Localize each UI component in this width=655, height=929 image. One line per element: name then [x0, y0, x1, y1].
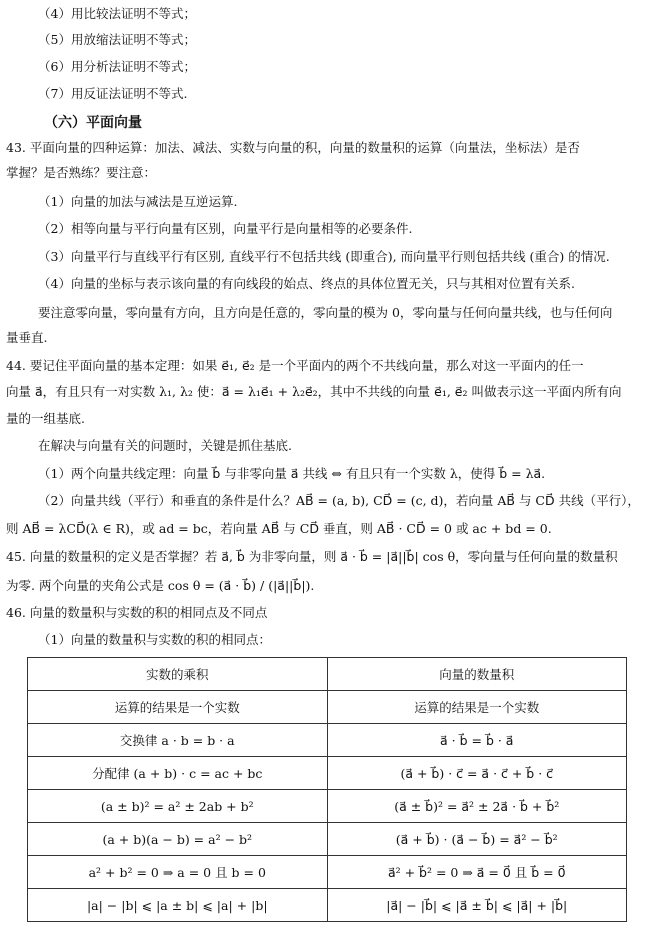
table-header-cell: 实数的乘积	[28, 658, 328, 691]
comparison-table	[27, 657, 627, 922]
p44-item2: （2）向量共线（平行）和垂直的条件是什么？AB⃗ = (a, b), CD⃗ = (c, d)，若向量 AB⃗ 与 CD⃗ 共线（平行），	[38, 493, 640, 508]
p45-line2: 为零. 两个向量的夹角公式是 cos θ = (a⃗ · b⃗) / (|a⃗||b⃗|).	[6, 578, 315, 593]
list-item-7: （7）用反证法证明不等式.	[38, 86, 188, 101]
p44-line2: 向量 a⃗，有且只有一对实数 λ₁, λ₂ 使：a⃗ = λ₁e⃗₁ + λ₂e⃗₂，其中不共线的向量 e⃗₁, e⃗₂ 叫做表示这一平面内所有向	[6, 384, 622, 399]
p46-line1: 46. 向量的数量积与实数的积的相同点及不同点	[6, 605, 268, 620]
list-item-5: （5）用放缩法证明不等式；	[38, 32, 196, 47]
table-header-cell: 向量的数量积	[327, 658, 627, 691]
p43-note2: 量垂直.	[6, 330, 48, 345]
table-cell: |a| − |b| ⩽ |a ± b| ⩽ |a| + |b|	[28, 889, 328, 922]
table-cell: a² + b² = 0 ⇒ a = 0 且 b = 0	[28, 856, 328, 889]
p44-line1: 44. 要记住平面向量的基本定理：如果 e⃗₁, e⃗₂ 是一个平面内的两个不共线向量，那么对这一平面内的任一	[6, 358, 584, 373]
table-cell: (a + b)(a − b) = a² − b²	[28, 823, 328, 856]
p43-note1: 要注意零向量，零向量有方向，且方向是任意的，零向量的模为 0，零向量与任何向量共线，也与任何向	[38, 305, 613, 320]
table-cell: 运算的结果是一个实数	[327, 691, 627, 724]
table-row	[28, 790, 627, 823]
table-cell: (a⃗ + b⃗) · c⃗ = a⃗ · c⃗ + b⃗ · c⃗	[327, 757, 627, 790]
table-row	[28, 757, 627, 790]
p44-item1: （1）两个向量共线定理：向量 b⃗ 与非零向量 a⃗ 共线 ⇔ 有且只有一个实数 λ，使得 b⃗ = λa⃗.	[38, 466, 546, 481]
table-cell: 交换律 a · b = b · a	[28, 724, 328, 757]
p46-line2: （1）向量的数量积与实数的积的相同点：	[38, 632, 271, 647]
table-cell: 分配律 (a + b) · c = ac + bc	[28, 757, 328, 790]
p44-item2b: 则 AB⃗ = λCD⃗(λ ∈ R)，或 ad = bc，若向量 AB⃗ 与 CD⃗ 垂直，则 AB⃗ · CD⃗ = 0 或 ac + bd = 0.	[6, 521, 552, 536]
table-cell: a⃗ · b⃗ = b⃗ · a⃗	[327, 724, 627, 757]
p45-line1: 45. 向量的数量积的定义是否掌握？若 a⃗, b⃗ 为非零向量，则 a⃗ · b⃗ = |a⃗||b⃗| cos θ，零向量与任何向量的数量积	[6, 549, 618, 564]
list-item-4: （4）用比较法证明不等式；	[38, 6, 196, 21]
table-row	[28, 823, 627, 856]
p43-item1: （1）向量的加法与减法是互逆运算.	[38, 194, 238, 209]
p43-line1: 43. 平面向量的四种运算：加法、减法、实数与向量的积，向量的数量积的运算（向量法，坐标法）是否	[6, 140, 580, 155]
table-row	[28, 691, 627, 724]
list-item-6: （6）用分析法证明不等式；	[38, 59, 196, 74]
p44-line4: 在解决与向量有关的问题时，关键是抓住基底.	[38, 438, 292, 453]
table-cell: 运算的结果是一个实数	[28, 691, 328, 724]
p43-item4: （4）向量的坐标与表示该向量的有向线段的始点、终点的具体位置无关，只与其相对位置有关系.	[38, 276, 575, 291]
table-row	[28, 724, 627, 757]
p43-item2: （2）相等向量与平行向量有区别，向量平行是向量相等的必要条件.	[38, 221, 413, 236]
table-row	[28, 889, 627, 922]
section-heading: （六）平面向量	[44, 115, 142, 131]
table-cell: (a⃗ + b⃗) · (a⃗ − b⃗) = a⃗² − b⃗²	[327, 823, 627, 856]
table-cell: |a⃗| − |b⃗| ⩽ |a⃗ ± b⃗| ⩽ |a⃗| + |b⃗|	[327, 889, 627, 922]
p44-line3: 量的一组基底.	[6, 411, 85, 426]
table-row	[28, 856, 627, 889]
p43-item3: （3）向量平行与直线平行有区别, 直线平行不包括共线 (即重合), 而向量平行则包括共线 (重合) 的情况.	[38, 249, 610, 264]
table-header-row	[28, 658, 627, 691]
table-cell: (a⃗ ± b⃗)² = a⃗² ± 2a⃗ · b⃗ + b⃗²	[327, 790, 627, 823]
p43-line2: 掌握？是否熟练？要注意：	[6, 165, 157, 180]
table-cell: a⃗² + b⃗² = 0 ⇒ a⃗ = 0⃗ 且 b⃗ = 0⃗	[327, 856, 627, 889]
table-cell: (a ± b)² = a² ± 2ab + b²	[28, 790, 328, 823]
